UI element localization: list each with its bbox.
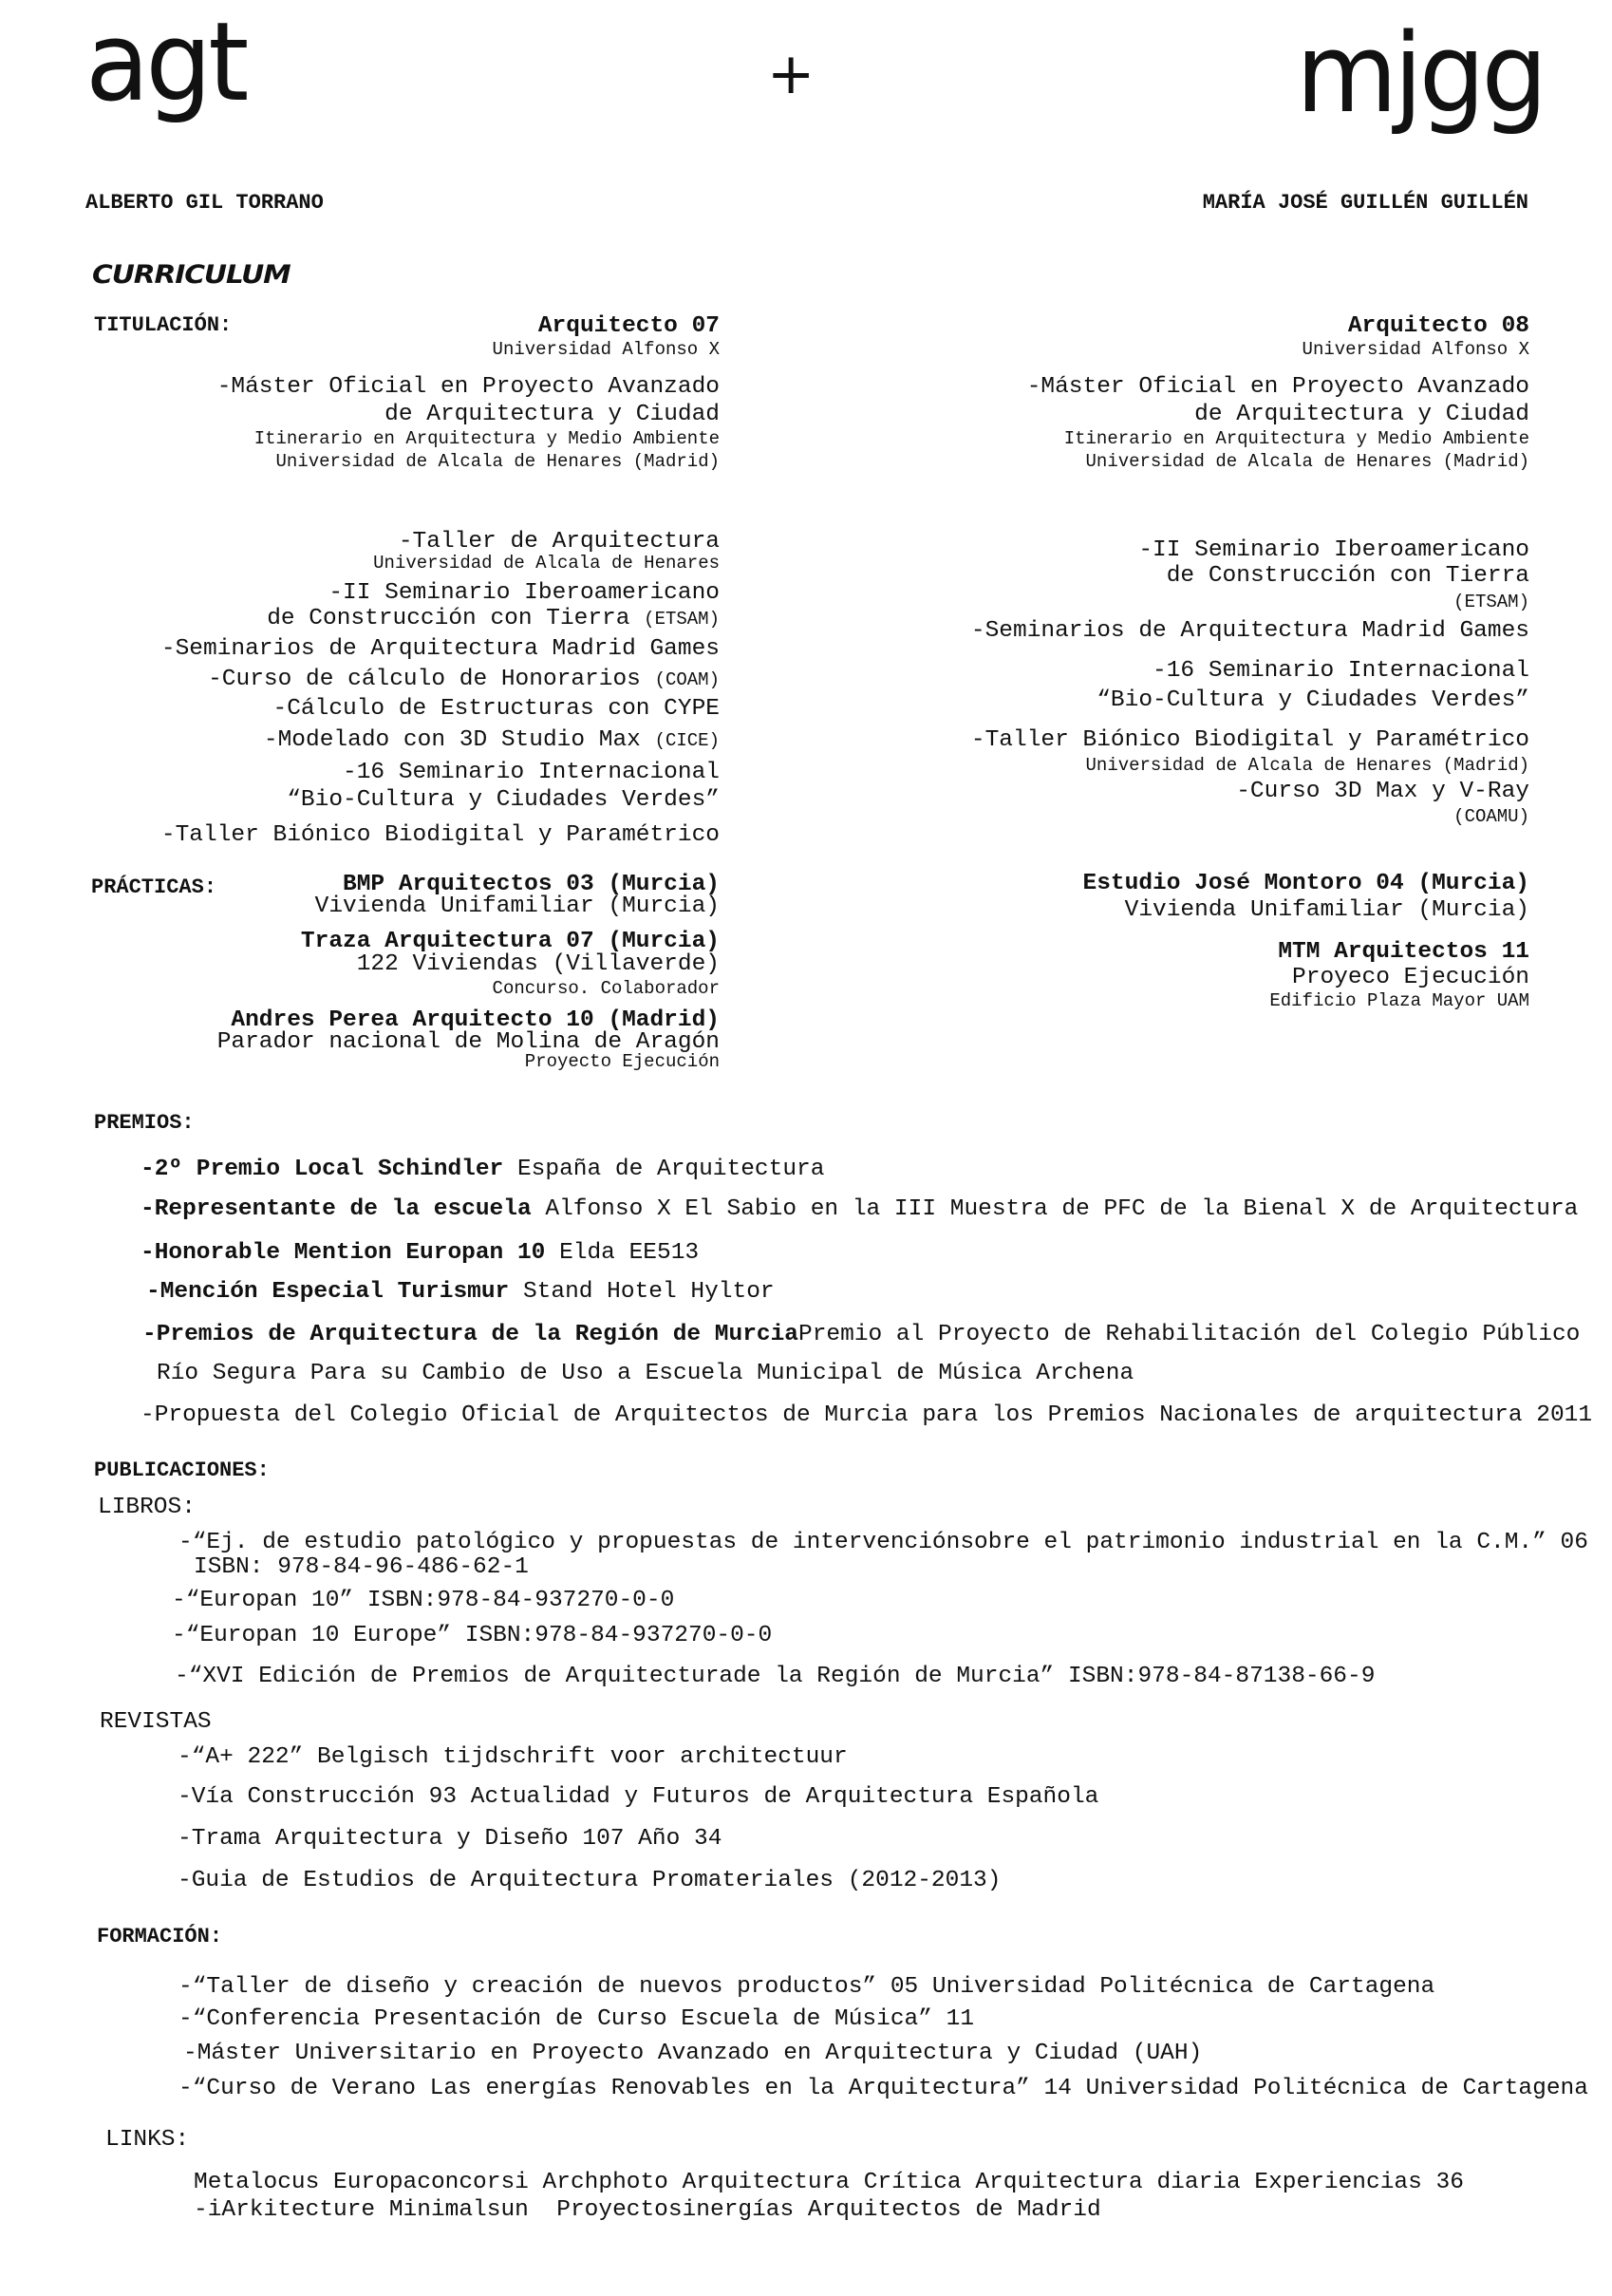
master-left-2: de Arquitectura y Ciudad — [384, 402, 720, 427]
name-right: MARÍA JOSÉ GUILLÉN GUILLÉN — [1202, 191, 1528, 215]
practice-note: Proyecto Ejecución — [524, 1051, 720, 1072]
practice-note: Concurso. Colaborador — [492, 978, 720, 999]
training-item: -Máster Universitario en Proyecto Avanzado en Arquitectura y Ciudad (UAH) — [183, 2041, 1203, 2066]
award-item — [141, 1157, 824, 1183]
premios-label: PREMIOS: — [94, 1111, 195, 1135]
itinerario-right: Itinerario en Arquitectura y Medio Ambiente — [1063, 428, 1529, 449]
course-left: -16 Seminario Internacional — [343, 760, 720, 785]
magazine-item: -Trama Arquitectura y Diseño 107 Año 34 — [178, 1826, 722, 1852]
course-right: -Seminarios de Arquitectura Madrid Games — [970, 618, 1529, 644]
master-uni-left: Universidad de Alcala de Henares (Madrid) — [275, 451, 720, 472]
course-right-sub: Universidad de Alcala de Henares (Madrid) — [1085, 755, 1529, 776]
degree-uni-right: Universidad Alfonso X — [1302, 339, 1529, 360]
course-text: -Modelado con 3D Studio Max — [263, 727, 655, 753]
master-right-1: -Máster Oficial en Proyecto Avanzado — [1026, 374, 1529, 400]
course-right-tag: (ETSAM) — [1453, 592, 1529, 612]
course-left: “Bio-Cultura y Ciudades Verdes” — [287, 787, 720, 813]
logo-agt: agt — [85, 0, 246, 126]
degree-right: Arquitecto 08 — [1347, 313, 1529, 339]
formacion-label: FORMACIÓN: — [97, 1925, 223, 1948]
course-left — [208, 667, 720, 693]
award-item: Río Segura Para su Cambio de Uso a Escuela Municipal de Música Archena — [157, 1361, 1134, 1386]
award-text: Premio al Proyecto de Rehabilitación del Colegio Público — [798, 1322, 1581, 1347]
award-text: Alfonso X El Sabio en la III Muestra de PFC de la Bienal X de Arquitectura — [545, 1196, 1579, 1222]
practice-project: Vivienda Unifamiliar (Murcia) — [314, 894, 720, 919]
course-left: -Cálculo de Estructuras con CYPE — [272, 696, 720, 722]
course-right-tag: (COAMU) — [1453, 806, 1529, 827]
practice-project: Vivienda Unifamiliar (Murcia) — [1124, 897, 1529, 923]
course-left: -Taller de Arquitectura — [398, 529, 720, 555]
book-item: -“Ej. de estudio patológico y propuestas de intervenciónsobre el patrimonio industrial en la C.M.” 06 — [178, 1530, 1588, 1555]
name-left: ALBERTO GIL TORRANO — [85, 191, 324, 215]
course-left: -Seminarios de Arquitectura Madrid Games — [160, 636, 720, 662]
practice-project: 122 Viviendas (Villaverde) — [356, 951, 720, 977]
course-right: -Curso 3D Max y V-Ray — [1236, 779, 1529, 804]
master-left-1: -Máster Oficial en Proyecto Avanzado — [216, 374, 720, 400]
magazine-item: -“A+ 222” Belgisch tijdschrift voor architectuur — [178, 1744, 848, 1770]
course-tag: (ETSAM) — [644, 609, 720, 630]
degree-left: Arquitecto 07 — [537, 313, 720, 339]
course-text: -Curso de cálculo de Honorarios — [208, 667, 655, 692]
master-right-2: de Arquitectura y Ciudad — [1194, 402, 1529, 427]
course-tag: (CICE) — [654, 730, 720, 751]
award-text: España de Arquitectura — [516, 1157, 825, 1182]
book-item: -“Europan 10 Europe” ISBN:978-84-937270-0-0 — [172, 1623, 773, 1648]
award-text: Elda EE513 — [559, 1240, 700, 1266]
course-left — [267, 606, 720, 632]
itinerario-left: Itinerario en Arquitectura y Medio Ambiente — [253, 428, 720, 449]
course-left: -II Seminario Iberoamericano — [328, 580, 720, 606]
award-title: -2º Premio Local Schindler — [141, 1157, 504, 1182]
logo-mjgg: mjgg — [1296, 9, 1545, 138]
award-item — [142, 1322, 1580, 1348]
training-item: -“Taller de diseño y creación de nuevos productos” 05 Universidad Politécnica de Cartagena — [178, 1974, 1435, 2000]
course-right: -16 Seminario Internacional — [1153, 658, 1529, 684]
course-tag: (COAM) — [654, 669, 720, 690]
libros-label: LIBROS: — [98, 1495, 196, 1520]
course-left — [264, 727, 720, 754]
course-right: de Construcción con Tierra — [1166, 563, 1529, 589]
award-item: -Propuesta del Colegio Oficial de Arquitectos de Murcia para los Premios Nacionales de arquitectura 2011 — [141, 1402, 1593, 1428]
award-title: -Honorable Mention Europan 10 — [141, 1240, 546, 1266]
curriculum-heading: CURRICULUM — [92, 260, 291, 290]
plus-sign: + — [767, 41, 815, 107]
master-uni-right: Universidad de Alcala de Henares (Madrid) — [1085, 451, 1529, 472]
practice-note: Edificio Plaza Mayor UAM — [1269, 990, 1529, 1011]
training-item: -“Curso de Verano Las energías Renovables en la Arquitectura” 14 Universidad Politécnica de Cartagena — [178, 2076, 1588, 2101]
book-item: -“Europan 10” ISBN:978-84-937270-0-0 — [172, 1588, 675, 1613]
course-left-sub: Universidad de Alcala de Henares — [373, 553, 720, 574]
award-title: -Mención Especial Turismur — [146, 1279, 510, 1305]
award-title: -Representante de la escuela — [141, 1196, 532, 1222]
links-list[interactable]: -iArkitecture Minimalsun Proyectosinergías Arquitectos de Madrid — [194, 2197, 1101, 2223]
practice-project: Parador nacional de Molina de Aragón — [216, 1029, 720, 1055]
magazine-item: -Vía Construcción 93 Actualidad y Futuros de Arquitectura Española — [178, 1784, 1099, 1810]
award-title: -Premios de Arquitectura de la Región de Murcia — [142, 1322, 799, 1347]
practice-firm: Andres Perea Arquitecto 10 (Madrid) — [231, 1007, 720, 1033]
award-item — [141, 1240, 699, 1267]
links-list[interactable]: Metalocus Europaconcorsi Archphoto Arquitectura Crítica Arquitectura diaria Experiencias 36 — [194, 2170, 1464, 2195]
course-right: -II Seminario Iberoamericano — [1138, 537, 1529, 563]
practicas-label: PRÁCTICAS: — [91, 875, 217, 899]
revistas-label: REVISTAS — [100, 1709, 212, 1735]
book-isbn: ISBN: 978-84-96-486-62-1 — [194, 1554, 529, 1580]
practice-firm: Estudio José Montoro 04 (Murcia) — [1082, 871, 1529, 896]
course-left: -Taller Biónico Biodigital y Paramétrico — [160, 822, 720, 848]
course-right: -Taller Biónico Biodigital y Paramétrico — [970, 727, 1529, 753]
publicaciones-label: PUBLICACIONES: — [94, 1459, 270, 1482]
titulacion-label: TITULACIÓN: — [94, 313, 233, 337]
course-text: de Construcción con Tierra — [267, 606, 645, 631]
course-right: “Bio-Cultura y Ciudades Verdes” — [1097, 687, 1529, 713]
practice-project: Proyeco Ejecución — [1292, 965, 1529, 990]
award-item — [141, 1196, 1578, 1223]
award-text: Stand Hotel Hyltor — [522, 1279, 775, 1305]
practice-firm: BMP Arquitectos 03 (Murcia) — [343, 872, 720, 897]
award-item — [146, 1279, 775, 1306]
practice-firm: Traza Arquitectura 07 (Murcia) — [300, 929, 720, 954]
degree-uni-left: Universidad Alfonso X — [492, 339, 720, 360]
links-label: LINKS: — [105, 2127, 190, 2153]
magazine-item: -Guia de Estudios de Arquitectura Promateriales (2012-2013) — [178, 1868, 1002, 1893]
practice-firm: MTM Arquitectos 11 — [1278, 939, 1529, 965]
book-item: -“XVI Edición de Premios de Arquitecturade la Región de Murcia” ISBN:978-84-87138-66-9 — [175, 1664, 1376, 1689]
training-item: -“Conferencia Presentación de Curso Escuela de Música” 11 — [178, 2006, 975, 2032]
